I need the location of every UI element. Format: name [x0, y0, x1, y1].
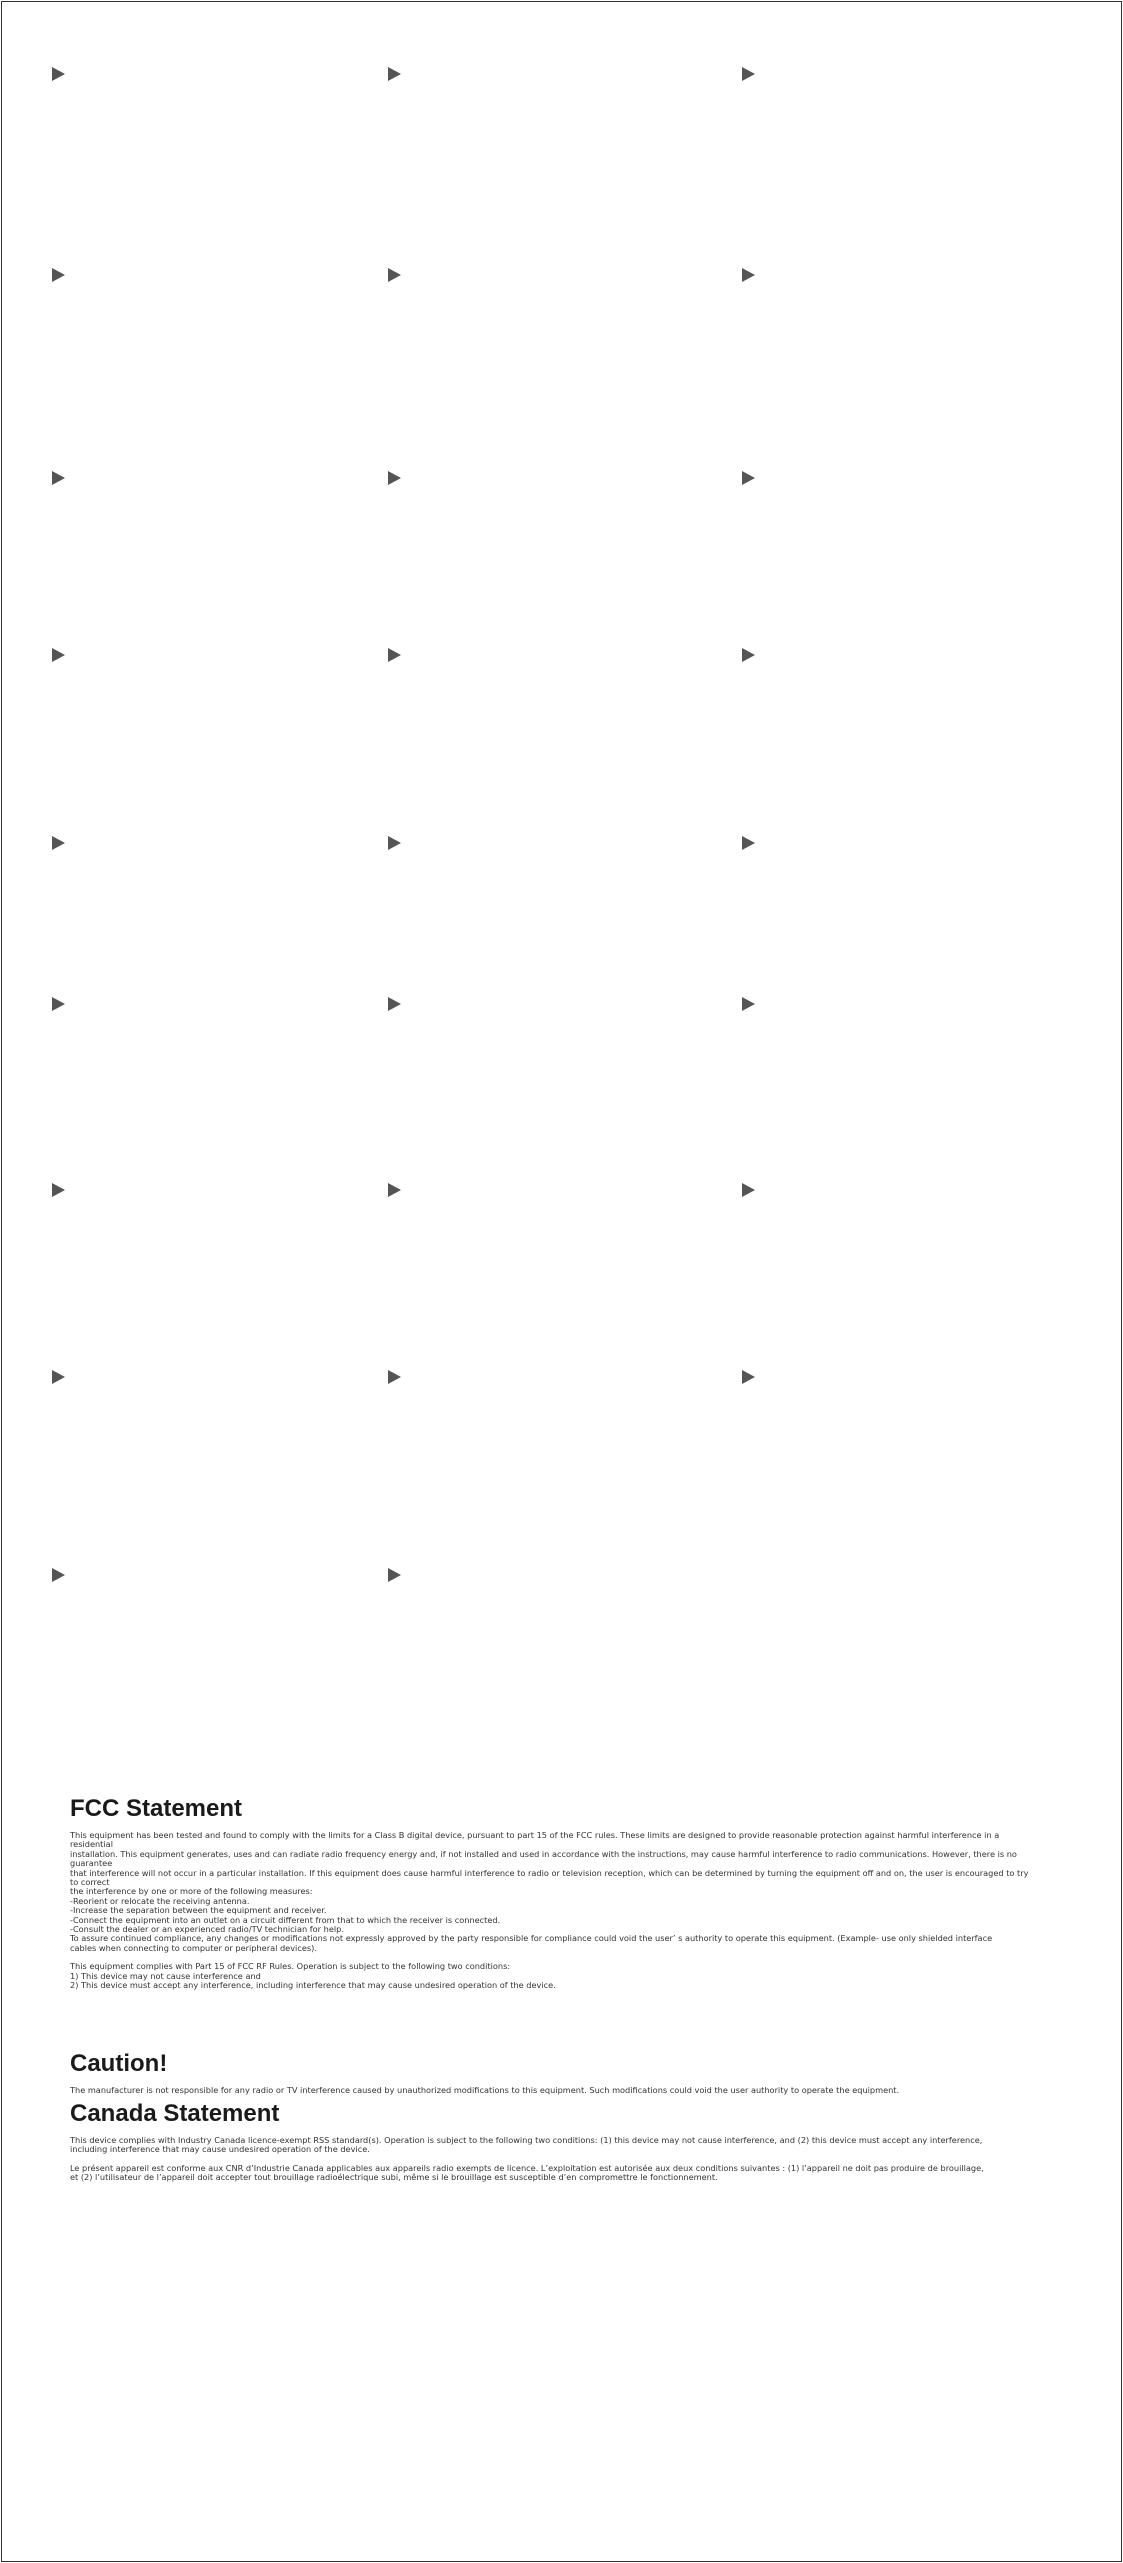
caution-text: The manufacturer is not responsible for any radio or TV interference caused by unauthorized modifications to this equipment. Such modifications could void the user authority to operate the equipment.	[70, 2085, 900, 2095]
fcc-line: To assure continued compliance, any changes or modifications not expressly approved by the party responsible for compliance could void the user’ s authority to operate this equipment. (Example- use only shielded interface	[70, 1933, 993, 1944]
play-triangle-icon	[388, 1568, 401, 1582]
fcc-line: -Consult the dealer or an experienced radio/TV technician for help.	[70, 1924, 344, 1935]
fcc-line: This equipment complies with Part 15 of FCC RF Rules. Operation is subject to the following two conditions:	[70, 1961, 511, 1972]
play-triangle-icon	[742, 471, 755, 485]
play-triangle-icon	[742, 1183, 755, 1197]
play-triangle-icon	[52, 1183, 65, 1197]
play-triangle-icon	[52, 1370, 65, 1384]
play-triangle-icon	[52, 471, 65, 485]
play-triangle-icon	[52, 836, 65, 850]
play-triangle-icon	[52, 648, 65, 662]
play-triangle-icon	[742, 997, 755, 1011]
play-triangle-icon	[52, 268, 65, 282]
play-triangle-icon	[742, 268, 755, 282]
fcc-line: cables when connecting to computer or peripheral devices).	[70, 1942, 317, 1953]
caution-title: Caution!	[70, 2050, 168, 2077]
play-triangle-icon	[742, 648, 755, 662]
fcc-line: -Connect the equipment into an outlet on a circuit different from that to which the receiver is connected.	[70, 1914, 501, 1925]
play-triangle-icon	[52, 67, 65, 81]
play-triangle-icon	[388, 471, 401, 485]
canada-statement-section	[70, 2100, 1030, 2183]
play-triangle-icon	[388, 67, 401, 81]
fcc-line: -Increase the separation between the equipment and receiver.	[70, 1905, 327, 1916]
canada-line: This device complies with Industry Canada licence-exempt RSS standard(s). Operation is subject to the following two conditions: (1) this device may not cause interference, and (2) this device must accept any interference,	[70, 2135, 983, 2145]
play-triangle-icon	[388, 648, 401, 662]
play-triangle-icon	[388, 997, 401, 1011]
fcc-statement-section	[70, 1795, 1030, 1991]
play-triangle-icon	[742, 67, 755, 81]
canada-line: et (2) l’utilisateur de l’appareil doit accepter tout brouillage radioélectrique subi, même si le brouillage est susceptible d’en compromettre le fonctionnement.	[70, 2172, 718, 2183]
fcc-line: installation. This equipment generates, uses and can radiate radio frequency energy and, if not installed and used in accordance with the instructions, may cause harmful interference to radio communications. However, there is no guarantee	[70, 1848, 1017, 1869]
fcc-line: -Reorient or relocate the receiving antenna.	[70, 1895, 250, 1906]
play-triangle-icon	[388, 1183, 401, 1197]
play-triangle-icon	[388, 836, 401, 850]
canada-statement-title: Canada Statement	[70, 2100, 280, 2127]
play-triangle-icon	[388, 1370, 401, 1384]
fcc-statement-title: FCC Statement	[70, 1795, 243, 1822]
fcc-line: that interference will not occur in a particular installation. If this equipment does cause harmful interference to radio or television reception, which can be determined by turning the equipment off and on, the user is encouraged to try to correct	[70, 1867, 1029, 1888]
canada-line: Le présent appareil est conforme aux CNR d’Industrie Canada applicables aux appareils radio exempts de licence. L’exploitation est autorisée aux deux conditions suivantes : (1) l’appareil ne doit pas produire de brouillage,	[70, 2162, 984, 2173]
canada-line: including interference that may cause undesired operation of the device.	[70, 2144, 370, 2155]
play-triangle-icon	[742, 836, 755, 850]
fcc-line: 2) This device must accept any interference, including interference that may cause undesired operation of the device.	[70, 1980, 556, 1991]
fcc-line: the interference by one or more of the following measures:	[70, 1886, 313, 1897]
play-triangle-icon	[52, 997, 65, 1011]
fcc-line: 1) This device may not cause interference and	[70, 1970, 261, 1981]
fcc-line: This equipment has been tested and found to comply with the limits for a Class B digital device, pursuant to part 15 of the FCC rules. These limits are designed to provide reasonable protection against harmful interference in a residential	[70, 1830, 1000, 1850]
caution-section	[70, 2050, 1030, 2095]
play-triangle-icon	[388, 268, 401, 282]
play-triangle-icon	[52, 1568, 65, 1582]
play-triangle-icon	[742, 1370, 755, 1384]
